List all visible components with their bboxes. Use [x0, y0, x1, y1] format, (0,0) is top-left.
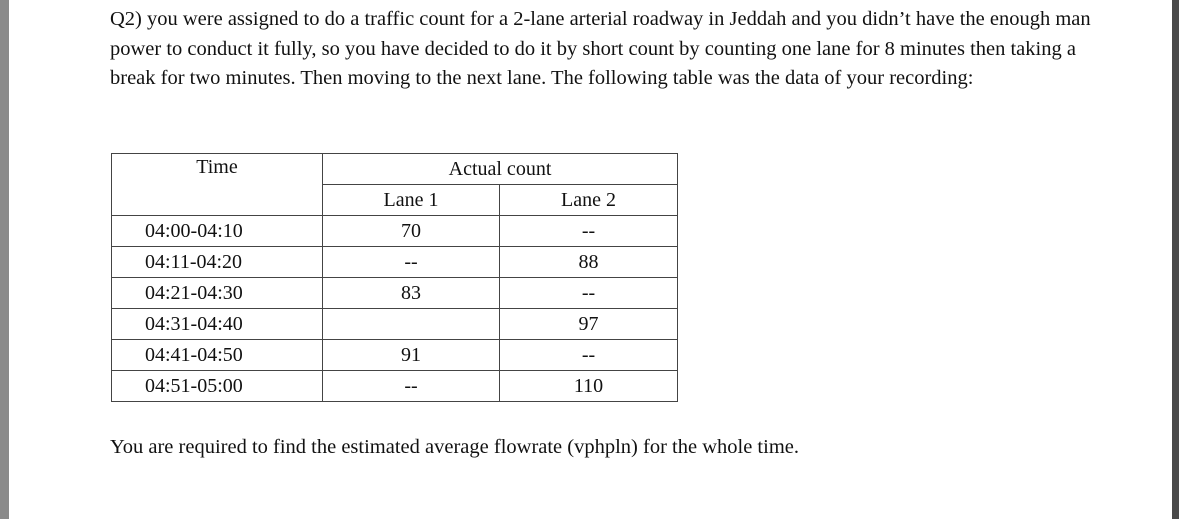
lane2-header: Lane 2 [500, 185, 678, 216]
time-header: Time [112, 154, 323, 216]
actual-count-header: Actual count [323, 154, 678, 185]
table-header-row [112, 154, 678, 185]
time-cell: 04:41-04:50 [112, 340, 323, 371]
lane1-cell: 91 [323, 340, 500, 371]
lane2-cell: -- [500, 278, 678, 309]
time-cell: 04:00-04:10 [112, 216, 323, 247]
time-cell: 04:31-04:40 [112, 309, 323, 340]
lane2-cell: -- [500, 216, 678, 247]
lane2-cell: 97 [500, 309, 678, 340]
lane1-cell: 70 [323, 216, 500, 247]
lane1-header: Lane 1 [323, 185, 500, 216]
table-row [112, 278, 678, 309]
table-row [112, 247, 678, 278]
table-row [112, 216, 678, 247]
lane2-cell: 88 [500, 247, 678, 278]
lane1-cell [323, 309, 500, 340]
question-text: Q2) you were assigned to do a traffic count for a 2-lane arterial roadway in Jeddah and you didn’t have the enough man power to conduct it fully, so you have decided to do it by short count by counting one lane for 8 minutes then taking a break for two minutes. Then moving to the next lane. The following table was the data of your recording: [110, 8, 1091, 90]
task-instruction: You are required to find the estimated average flowrate (vphpln) for the whole time. [110, 436, 799, 458]
time-cell: 04:11-04:20 [112, 247, 323, 278]
time-cell: 04:21-04:30 [112, 278, 323, 309]
lane1-cell: -- [323, 247, 500, 278]
traffic-count-table [111, 153, 678, 402]
lane1-cell: 83 [323, 278, 500, 309]
right-page-edge [1172, 0, 1179, 519]
lane2-cell: 110 [500, 371, 678, 402]
left-page-edge [0, 0, 9, 519]
lane1-cell: -- [323, 371, 500, 402]
table-row [112, 309, 678, 340]
time-cell: 04:51-05:00 [112, 371, 323, 402]
lane2-cell: -- [500, 340, 678, 371]
table-row [112, 340, 678, 371]
table-row [112, 371, 678, 402]
